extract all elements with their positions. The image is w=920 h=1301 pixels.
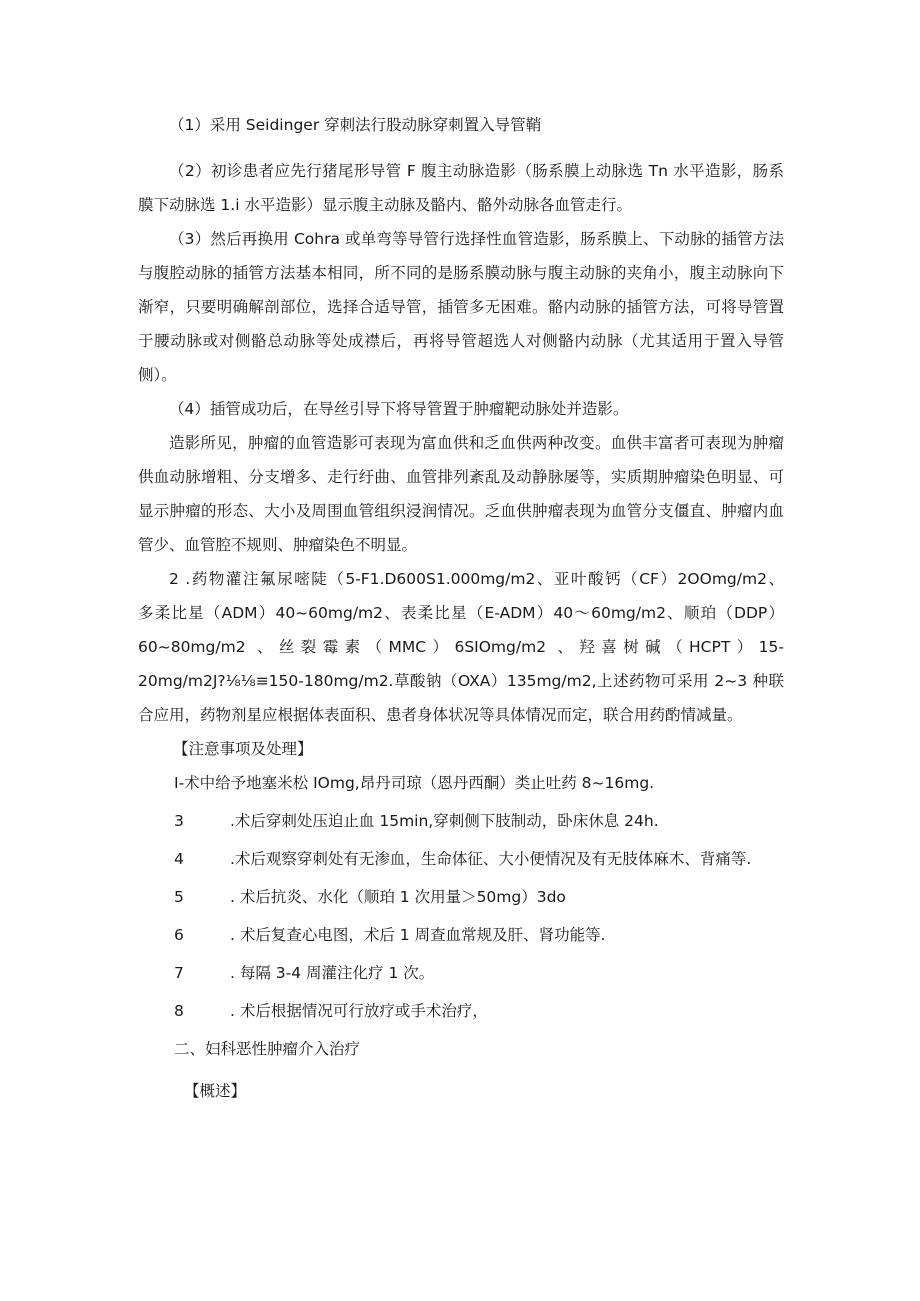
notes-item: 4 .术后观察穿刺处有无渗血，生命体征、大小便情况及有无肢体麻木、背痛等. — [174, 850, 752, 868]
paragraph-step-3: （3）然后再换用 Cohra 或单弯等导管行选择性血管造影，肠系膜上、下动脉的插管方法与腹腔动脉的插管方法基本相同，所不同的是肠系膜动脉与腹主动脉的夹角小，腹主动脉向下渐窄，只要明确解剖部位，选择合适导管，插管多无困难。骼内动脉的插管方法，可将导管置于腰动脉或对侧骼总动脉等处成襟后，再将导管超选人对侧骼内动脉（尤其适用于置入导管侧）。 — [138, 230, 784, 384]
notes-item-1: I-术中给予地塞米松 IOmg,昂丹司琼（恩丹西酮）类止吐药 8~16mg. — [174, 774, 655, 792]
notes-item: 5 . 术后抗炎、水化（顺珀 1 次用量＞50mg）3do — [174, 888, 566, 906]
section-heading-gynecologic: 二、妇科恶性肿瘤介入治疗 — [174, 1040, 361, 1058]
notes-list — [138, 766, 784, 1028]
paragraph-step-1: （1）采用 Seidinger 穿刺法行股动脉穿刺置入导管鞘 — [169, 116, 542, 134]
notes-item: 3 .术后穿刺处压迫止血 15min,穿刺侧下肢制动，卧床休息 24h. — [174, 812, 659, 830]
notes-item: 8 . 术后根据情况可行放疗或手术治疗， — [174, 1002, 488, 1020]
drug-line-3: 60~80mg/m2 、丝裂霉素（MMC）6SIOmg/m2 、羟喜树碱（HCPT）15- — [138, 638, 784, 656]
paragraph-step-2: （2）初诊患者应先行猪尾形导管 F 腹主动脉造影（肠系膜上动脉选 Tn 水平造影，肠系膜下动脉选 1.i 水平造影）显示腹主动脉及骼内、骼外动脉各血管走行。 — [138, 162, 784, 214]
notes-item: 6 . 术后复查心电图，术后 1 周查血常规及肝、肾功能等. — [174, 926, 606, 944]
notes-item: 7 . 每隔 3-4 周灌注化疗 1 次。 — [174, 964, 435, 982]
drug-line-rest: 20mg∕m2J?⅛⅛≡150-180mg/m2.草酸钠（OXA）135mg/m2,上述药物可采用 2~3 种联合应用，药物剂星应根据体表面积、患者身体状况等具体情况而定，联合用药酌情减量。 — [138, 672, 784, 724]
drug-line-1: 2 .药物灌注氟尿嘧陡（5-F1.D600S1.000mg∕m2、亚叶酸钙（CF）2OOmg∕m2、 — [169, 570, 784, 588]
paragraph-angiography-findings: 造影所见，肿瘤的血管造影可表现为富血供和乏血供两种改变。血供丰富者可表现为肿瘤供血动脉增粗、分支增多、走行纡曲、血管排列紊乱及动静脉屡等，实质期肿瘤染色明显、可显示肿瘤的形态、大小及周围血管组织浸润情况。乏血供肿瘤表现为血管分支僵直、肿瘤内血管少、血管腔不规则、肿瘤染色不明显。 — [138, 434, 784, 554]
subsection-overview: 【概述】 — [184, 1082, 247, 1100]
notes-section-title: 【注意事项及处理】 — [173, 740, 313, 758]
paragraph-drug-infusion — [138, 562, 784, 732]
drug-line-2: 多柔比星（ADM）40~60mg∕m2、表柔比星（E-ADM）40～60mg∕m2、顺珀（DDP） — [138, 604, 784, 622]
paragraph-step-4: （4）插管成功后，在导丝引导下将导管置于肿瘤靶动脉处并造影。 — [169, 400, 629, 418]
document-body — [138, 108, 784, 1108]
